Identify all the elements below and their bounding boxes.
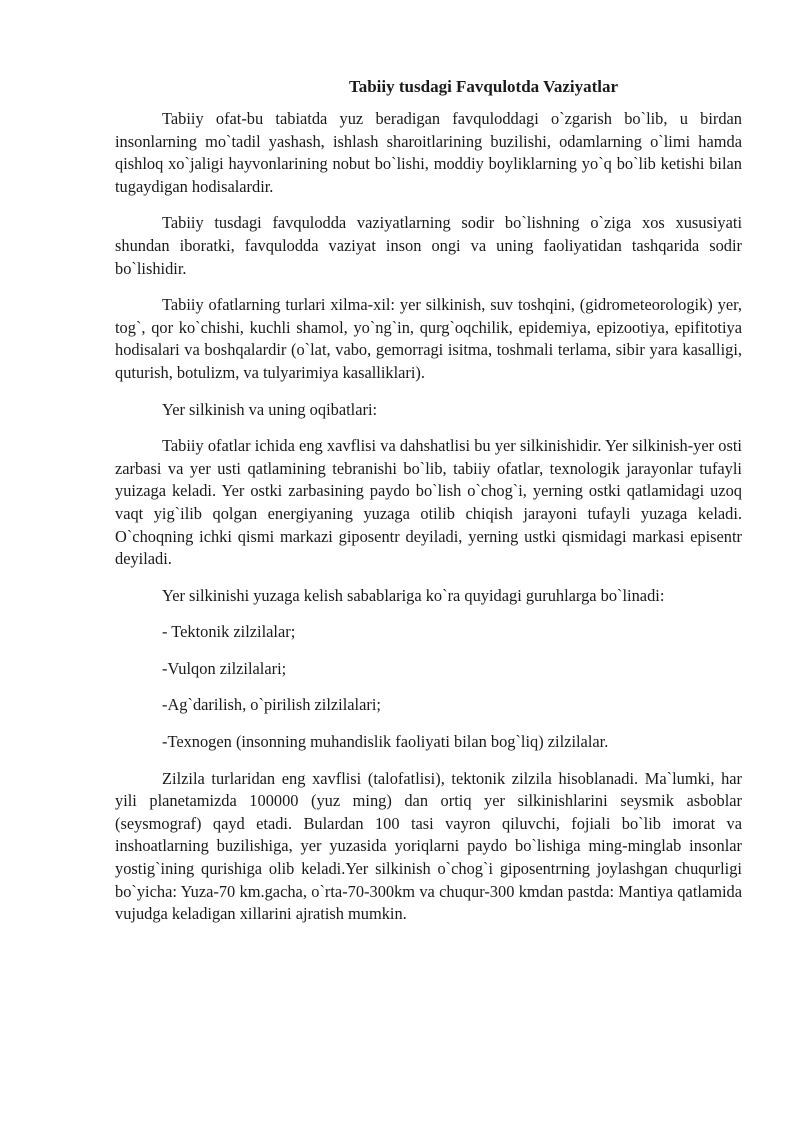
list-item-tectonic: - Tektonik zilzilalar; — [162, 622, 296, 642]
paragraph-definition: Tabiiy ofat-bu tabiatda yuz beradigan favquloddagi o`zgarish bo`lib, u birdan insonlarning mo`tadil yashash, ishlash sharoitlarining buzilishi, odamlarning o`limi hamda qishloq xo`jaligi hayvonlarining nobut bo`lishi, moddiy boyliklarning yo`q bo`lib ketishi bilan tugaydigan hodisalardir. — [115, 109, 742, 196]
document-title: Tabiiy tusdagi Favqulotda Vaziyatlar — [348, 77, 619, 96]
list-item-volcanic: -Vulqon zilzilalari; — [162, 658, 287, 678]
paragraph-classification-intro: Yer silkinishi yuzaga kelish sabablariga ko`ra quyidagi guruhlarga bo`linadi: — [162, 585, 665, 605]
paragraph-tectonic-details: Zilzila turlaridan eng xavflisi (talofatlisi), tektonik zilzila hisoblanadi. Ma`lumki, har yili planetamizda 100000 (yuz ming) dan ortiq yer silkinishlarini seysmik asboblar (seysmograf) qayd etadi. Bulardan 100 tasi vayron qiluvchi, fojiali bo`lib imorat va inshoatlarning buzilishiga, yer yuzasida yoriqlarni paydo bo`lishiga ming-minglab insonlar yostig`ining qurishiga olib keladi.Yer silkinish o`chog`i giposentrning joylashgan chuqurligi bo`yicha: Yuza-70 km.gacha, o`rta-70-300km va chuqur-300 kmdan pastda: Mantiya qatlamida vujudga keladigan xillarini ajratish mumkin. — [115, 768, 742, 924]
list-item-collapse: -Ag`darilish, o`pirilish zilzilalari; — [162, 695, 381, 715]
paragraph-feature: Tabiiy tusdagi favqulodda vaziyatlarning sodir bo`lishning o`ziga xos xususiyati shundan iboratki, favqulodda vaziyat inson ongi va uning faoliyatidan tashqarida sodir bo`lishidir. — [115, 213, 742, 278]
list-item-technogenic: -Texnogen (insonning muhandislik faoliyati bilan bog`liq) zilzilalar. — [162, 732, 609, 752]
paragraph-earthquake: Tabiiy ofatlar ichida eng xavflisi va dahshatlisi bu yer silkinishidir. Yer silkinish-yer osti zarbasi va yer usti qatlamining tebranishi bo`lib, tabiiy ofatlar, texnologik jarayonlar tufayli yuizaga keladi. Yer ostki zarbasining paydo bo`lish o`chog`i, yerning ostki qatlamidagi uzoq vaqt yig`ilib qolgan energiyaning yuzaga otilib chiqish jarayoni tufayli yuzaga keladi. O`choqning ichki qismi markazi giposentr deyiladi, yerning ustki qismidagi markasi episentr deyiladi. — [115, 436, 742, 569]
section-heading-earthquake: Yer silkinish va uning oqibatlari: — [162, 399, 378, 419]
paragraph-types: Tabiiy ofatlarning turlari xilma-xil: yer silkinish, suv toshqini, (gidrometeorologik) yer, tog`, qor ko`chishi, kuchli shamol, yo`ng`in, qurg`oqchilik, epidemiya, epizootiya, epifitotiya hodisalari va boshqalardir (o`lat, vabo, gemorragi isitma, toshmali terlama, sibir yara kasalligi, quturish, botulizm, va tulyarimiya kasalliklari). — [115, 295, 742, 382]
